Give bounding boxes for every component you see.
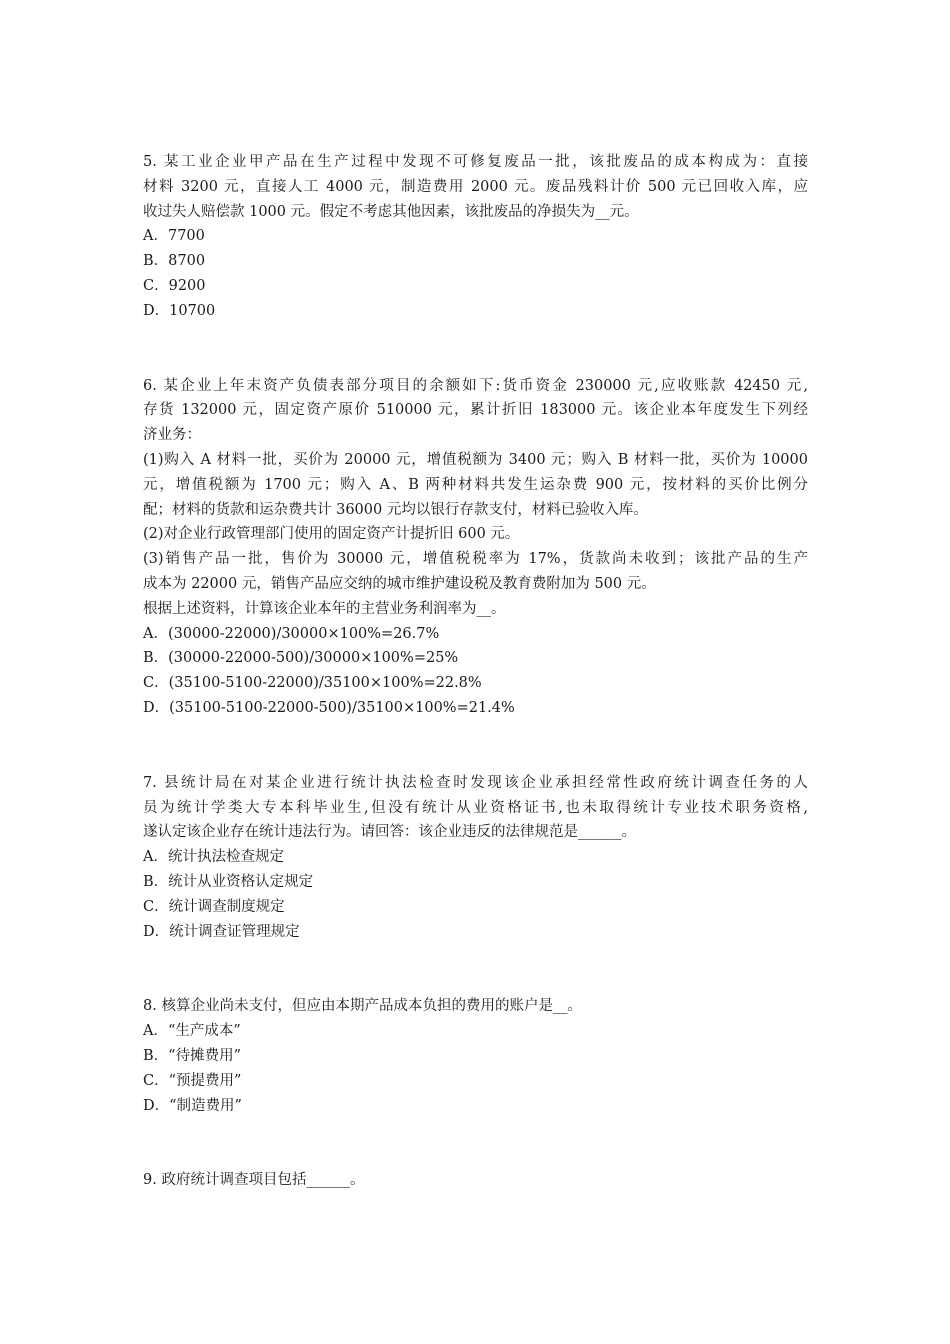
question-stem-line: 8. 核算企业尚未支付，但应由本期产品成本负担的费用的账户是__。 xyxy=(143,998,582,1015)
document-page xyxy=(143,150,808,1193)
question-stem-line: 5. 某工业企业甲产品在生产过程中发现不可修复废品一批，该批废品的成本构成为：直接 xyxy=(143,154,808,170)
option-c: C．“预提费用” xyxy=(143,1072,242,1089)
option-b: B．“待摊费用” xyxy=(143,1047,241,1064)
question-stem-line: 6. 某企业上年末资产负债表部分项目的余额如下:货币资金 230000 元,应收账款 42450 元, xyxy=(143,377,808,394)
question-stem-line: 元，增值税额为 1700 元；购入 A、B 两种材料共发生运杂费 900 元，按材料的买价比例分 xyxy=(143,476,808,493)
option-c: C．统计调查制度规定 xyxy=(143,898,285,915)
question-stem-line: 员为统计学类大专本科毕业生,但没有统计从业资格证书,也未取得统计专业技术职务资格, xyxy=(143,799,808,816)
question-stem-line: 遂认定该企业存在统计违法行为。请回答：该企业违反的法律规范是______。 xyxy=(143,824,636,841)
spacer xyxy=(143,324,808,374)
question-7 xyxy=(143,771,808,945)
option-d: D．统计调查证管理规定 xyxy=(143,923,300,940)
option-d: D．(35100-5100-22000-500)/35100×100%=21.4% xyxy=(143,699,515,716)
question-stem-line: 收过失人赔偿款 1000 元。假定不考虑其他因素，该批废品的净损失为__元。 xyxy=(143,203,639,220)
option-a: A．(30000-22000)/30000×100%=26.7% xyxy=(143,625,440,642)
question-stem-line: 7. 县统计局在对某企业进行统计执法检查时发现该企业承担经常性政府统计调查任务的人 xyxy=(143,774,808,791)
option-b: B．统计从业资格认定规定 xyxy=(143,873,314,890)
option-c: C．9200 xyxy=(143,277,206,294)
option-c: C．(35100-5100-22000)/35100×100%=22.8% xyxy=(143,675,482,692)
question-stem-line: 存货 132000 元，固定资产原价 510000 元，累计折旧 183000 元。该企业本年度发生下列经 xyxy=(143,402,808,419)
question-stem-line: 配；材料的货款和运杂费共计 36000 元均以银行存款支付，材料已验收入库。 xyxy=(143,501,648,518)
question-stem-line: (2)对企业行政管理部门使用的固定资产计提折旧 600 元。 xyxy=(143,526,520,543)
question-6 xyxy=(143,374,808,721)
spacer xyxy=(143,1118,808,1168)
question-stem-line: 济业务： xyxy=(143,427,201,444)
question-9 xyxy=(143,1168,808,1193)
question-stem-line: (3)销售产品一批，售价为 30000 元，增值税税率为 17%，货款尚未收到；该批产品的生产 xyxy=(143,551,808,568)
option-b: B．(30000-22000-500)/30000×100%=25% xyxy=(143,650,459,667)
question-stem-line: (1)购入 A 材料一批，买价为 20000 元，增值税额为 3400 元；购入 B 材料一批，买价为 10000 xyxy=(143,451,808,468)
question-5 xyxy=(143,150,808,324)
question-stem-line: 材料 3200 元，直接人工 4000 元，制造费用 2000 元。废品残料计价 500 元已回收入库，应 xyxy=(143,178,808,195)
option-d: D．10700 xyxy=(143,302,216,319)
question-stem-line: 根据上述资料，计算该企业本年的主营业务利润率为__。 xyxy=(143,600,506,617)
option-d: D．“制造费用” xyxy=(143,1097,242,1114)
option-a: A．7700 xyxy=(143,228,205,245)
spacer xyxy=(143,944,808,994)
question-stem-line: 成本为 22000 元，销售产品应交纳的城市维护建设税及教育费附加为 500 元。 xyxy=(143,575,656,592)
spacer xyxy=(143,721,808,771)
option-a: A．“生产成本” xyxy=(143,1023,241,1040)
option-a: A．统计执法检查规定 xyxy=(143,849,284,866)
question-8 xyxy=(143,994,808,1118)
question-stem-line: 9. 政府统计调查项目包括______。 xyxy=(143,1172,365,1189)
option-b: B．8700 xyxy=(143,253,206,270)
